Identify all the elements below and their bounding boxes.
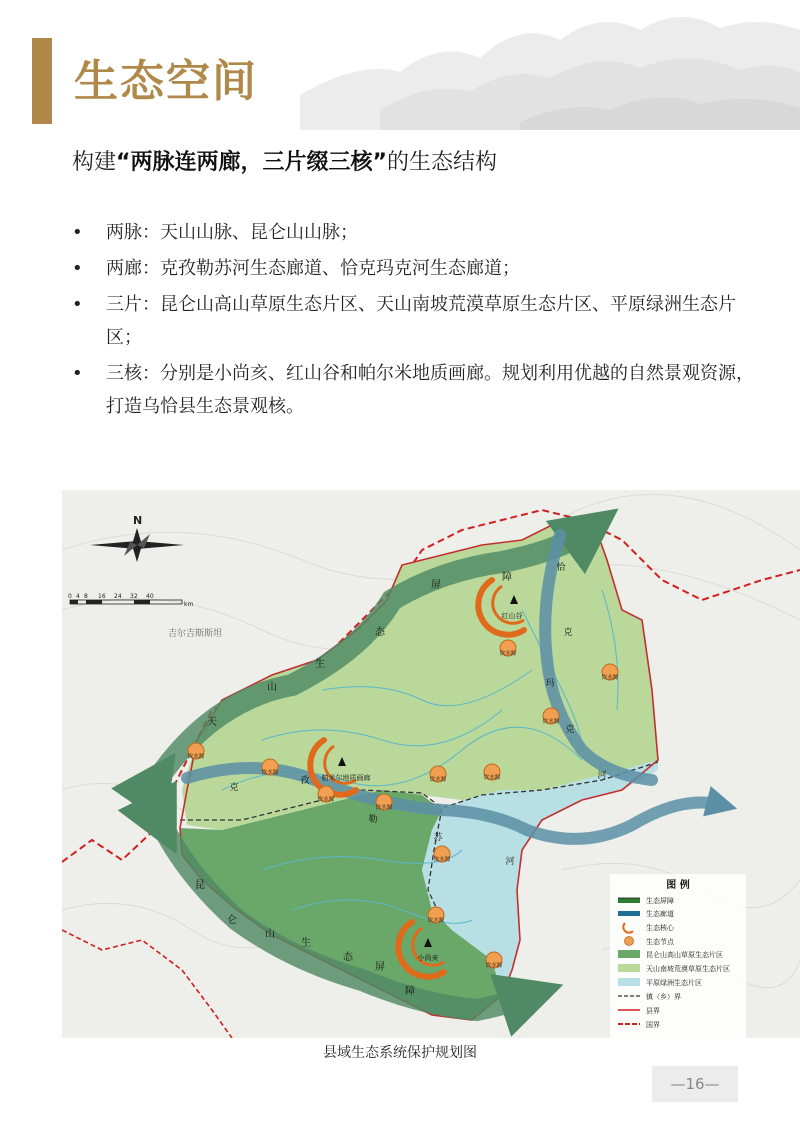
svg-text:克: 克 bbox=[565, 725, 575, 735]
bullet-list bbox=[64, 216, 754, 426]
svg-text:国界: 国界 bbox=[646, 1021, 660, 1029]
svg-text:玛: 玛 bbox=[545, 679, 555, 689]
svg-text:天山南坡荒漠草原生态片区: 天山南坡荒漠草原生态片区 bbox=[646, 965, 730, 973]
svg-text:仑: 仑 bbox=[227, 915, 237, 926]
svg-text:生态屏障: 生态屏障 bbox=[646, 897, 674, 905]
bullet-item: • 两脉：天山山脉、昆仑山山脉； bbox=[64, 216, 754, 249]
svg-text:勒: 勒 bbox=[368, 815, 378, 825]
svg-text:40: 40 bbox=[146, 593, 154, 600]
svg-text:红山谷: 红山谷 bbox=[501, 612, 523, 620]
svg-text:生态廊道: 生态廊道 bbox=[646, 910, 674, 918]
svg-text:生: 生 bbox=[315, 659, 325, 670]
legend-item-node bbox=[625, 937, 675, 947]
section-title: 生态空间 bbox=[74, 56, 258, 107]
subtitle bbox=[72, 146, 497, 180]
map-legend bbox=[610, 874, 746, 1038]
title-accent-bar bbox=[32, 38, 52, 124]
svg-text:饮水源: 饮水源 bbox=[483, 775, 501, 781]
country-label: 吉尔吉斯斯坦 bbox=[168, 629, 223, 639]
svg-text:山: 山 bbox=[267, 682, 277, 693]
svg-text:0: 0 bbox=[68, 593, 72, 600]
svg-text:山: 山 bbox=[265, 929, 275, 940]
svg-text:天: 天 bbox=[207, 717, 217, 728]
svg-text:饮水源: 饮水源 bbox=[317, 797, 335, 803]
subtitle-emphasis: “两脉连两廊，三片缀三核” bbox=[116, 150, 387, 175]
legend-title: 图 例 bbox=[666, 880, 690, 891]
svg-text:帕米尔地质画廊: 帕米尔地质画廊 bbox=[321, 774, 371, 782]
svg-text:饮水源: 饮水源 bbox=[187, 754, 205, 760]
svg-text:饮水源: 饮水源 bbox=[261, 770, 279, 776]
svg-text:生: 生 bbox=[301, 938, 311, 949]
svg-text:生态核心: 生态核心 bbox=[646, 924, 674, 932]
svg-text:恰: 恰 bbox=[556, 563, 566, 573]
page-number: —16— bbox=[652, 1066, 738, 1102]
svg-text:克: 克 bbox=[229, 783, 239, 793]
bullet-item: • 三片：昆仑山高山草原生态片区、天山南坡荒漠草原生态片区、平原绿洲生态片区； bbox=[64, 288, 754, 354]
svg-text:24: 24 bbox=[114, 593, 122, 600]
svg-text:小尚亥: 小尚亥 bbox=[417, 954, 439, 962]
svg-text:32: 32 bbox=[130, 593, 138, 600]
svg-text:昆: 昆 bbox=[195, 880, 205, 891]
legend-item-plain-zone bbox=[618, 978, 702, 987]
ecological-plan-map bbox=[62, 490, 800, 1038]
svg-text:平原绿洲生态片区: 平原绿洲生态片区 bbox=[646, 979, 702, 987]
north-label: N bbox=[133, 514, 143, 527]
legend-item-tianshan-zone bbox=[618, 964, 730, 973]
subtitle-suffix: 的生态结构 bbox=[386, 150, 497, 175]
subtitle-prefix: 构建 bbox=[72, 150, 117, 175]
svg-text:态: 态 bbox=[343, 952, 353, 963]
svg-text:昆仑山高山草原生态片区: 昆仑山高山草原生态片区 bbox=[646, 951, 723, 959]
legend-item-kunlun-zone bbox=[618, 950, 723, 959]
svg-text:饮水源: 饮水源 bbox=[427, 918, 445, 924]
svg-text:县界: 县界 bbox=[646, 1007, 660, 1015]
svg-text:8: 8 bbox=[84, 593, 88, 600]
svg-text:饮水源: 饮水源 bbox=[542, 719, 560, 725]
svg-text:孜: 孜 bbox=[300, 776, 310, 786]
svg-text:饮水源: 饮水源 bbox=[433, 857, 451, 863]
bullet-item: • 两廊：克孜勒苏河生态廊道、恰克玛克河生态廊道； bbox=[64, 252, 754, 285]
svg-text:饮水源: 饮水源 bbox=[429, 777, 447, 783]
svg-text:饮水源: 饮水源 bbox=[601, 675, 619, 681]
svg-text:饮水源: 饮水源 bbox=[375, 805, 393, 811]
svg-text:16: 16 bbox=[98, 593, 106, 600]
svg-text:4: 4 bbox=[76, 593, 80, 600]
map-caption: 县域生态系统保护规划图 bbox=[323, 1045, 477, 1061]
svg-text:河: 河 bbox=[597, 771, 607, 781]
svg-text:饮水源: 饮水源 bbox=[485, 963, 503, 969]
svg-text:河: 河 bbox=[505, 857, 515, 867]
svg-text:生态节点: 生态节点 bbox=[646, 938, 674, 946]
svg-text:km: km bbox=[184, 601, 194, 608]
svg-text:态: 态 bbox=[375, 627, 385, 638]
svg-text:饮水源: 饮水源 bbox=[499, 651, 517, 657]
svg-text:克: 克 bbox=[563, 628, 573, 638]
bullet-item: • 三核：分别是小尚亥、红山谷和帕尔米地质画廊。规划利用优越的自然景观资源，打造乌恰县生态景观核。 bbox=[64, 357, 754, 423]
svg-text:镇（乡）界: 镇（乡）界 bbox=[646, 993, 681, 1001]
svg-text:障: 障 bbox=[405, 986, 415, 997]
svg-text:苏: 苏 bbox=[433, 833, 443, 843]
svg-text:屏: 屏 bbox=[375, 962, 385, 973]
svg-text:屏: 屏 bbox=[431, 580, 441, 591]
svg-text:障: 障 bbox=[502, 572, 512, 583]
